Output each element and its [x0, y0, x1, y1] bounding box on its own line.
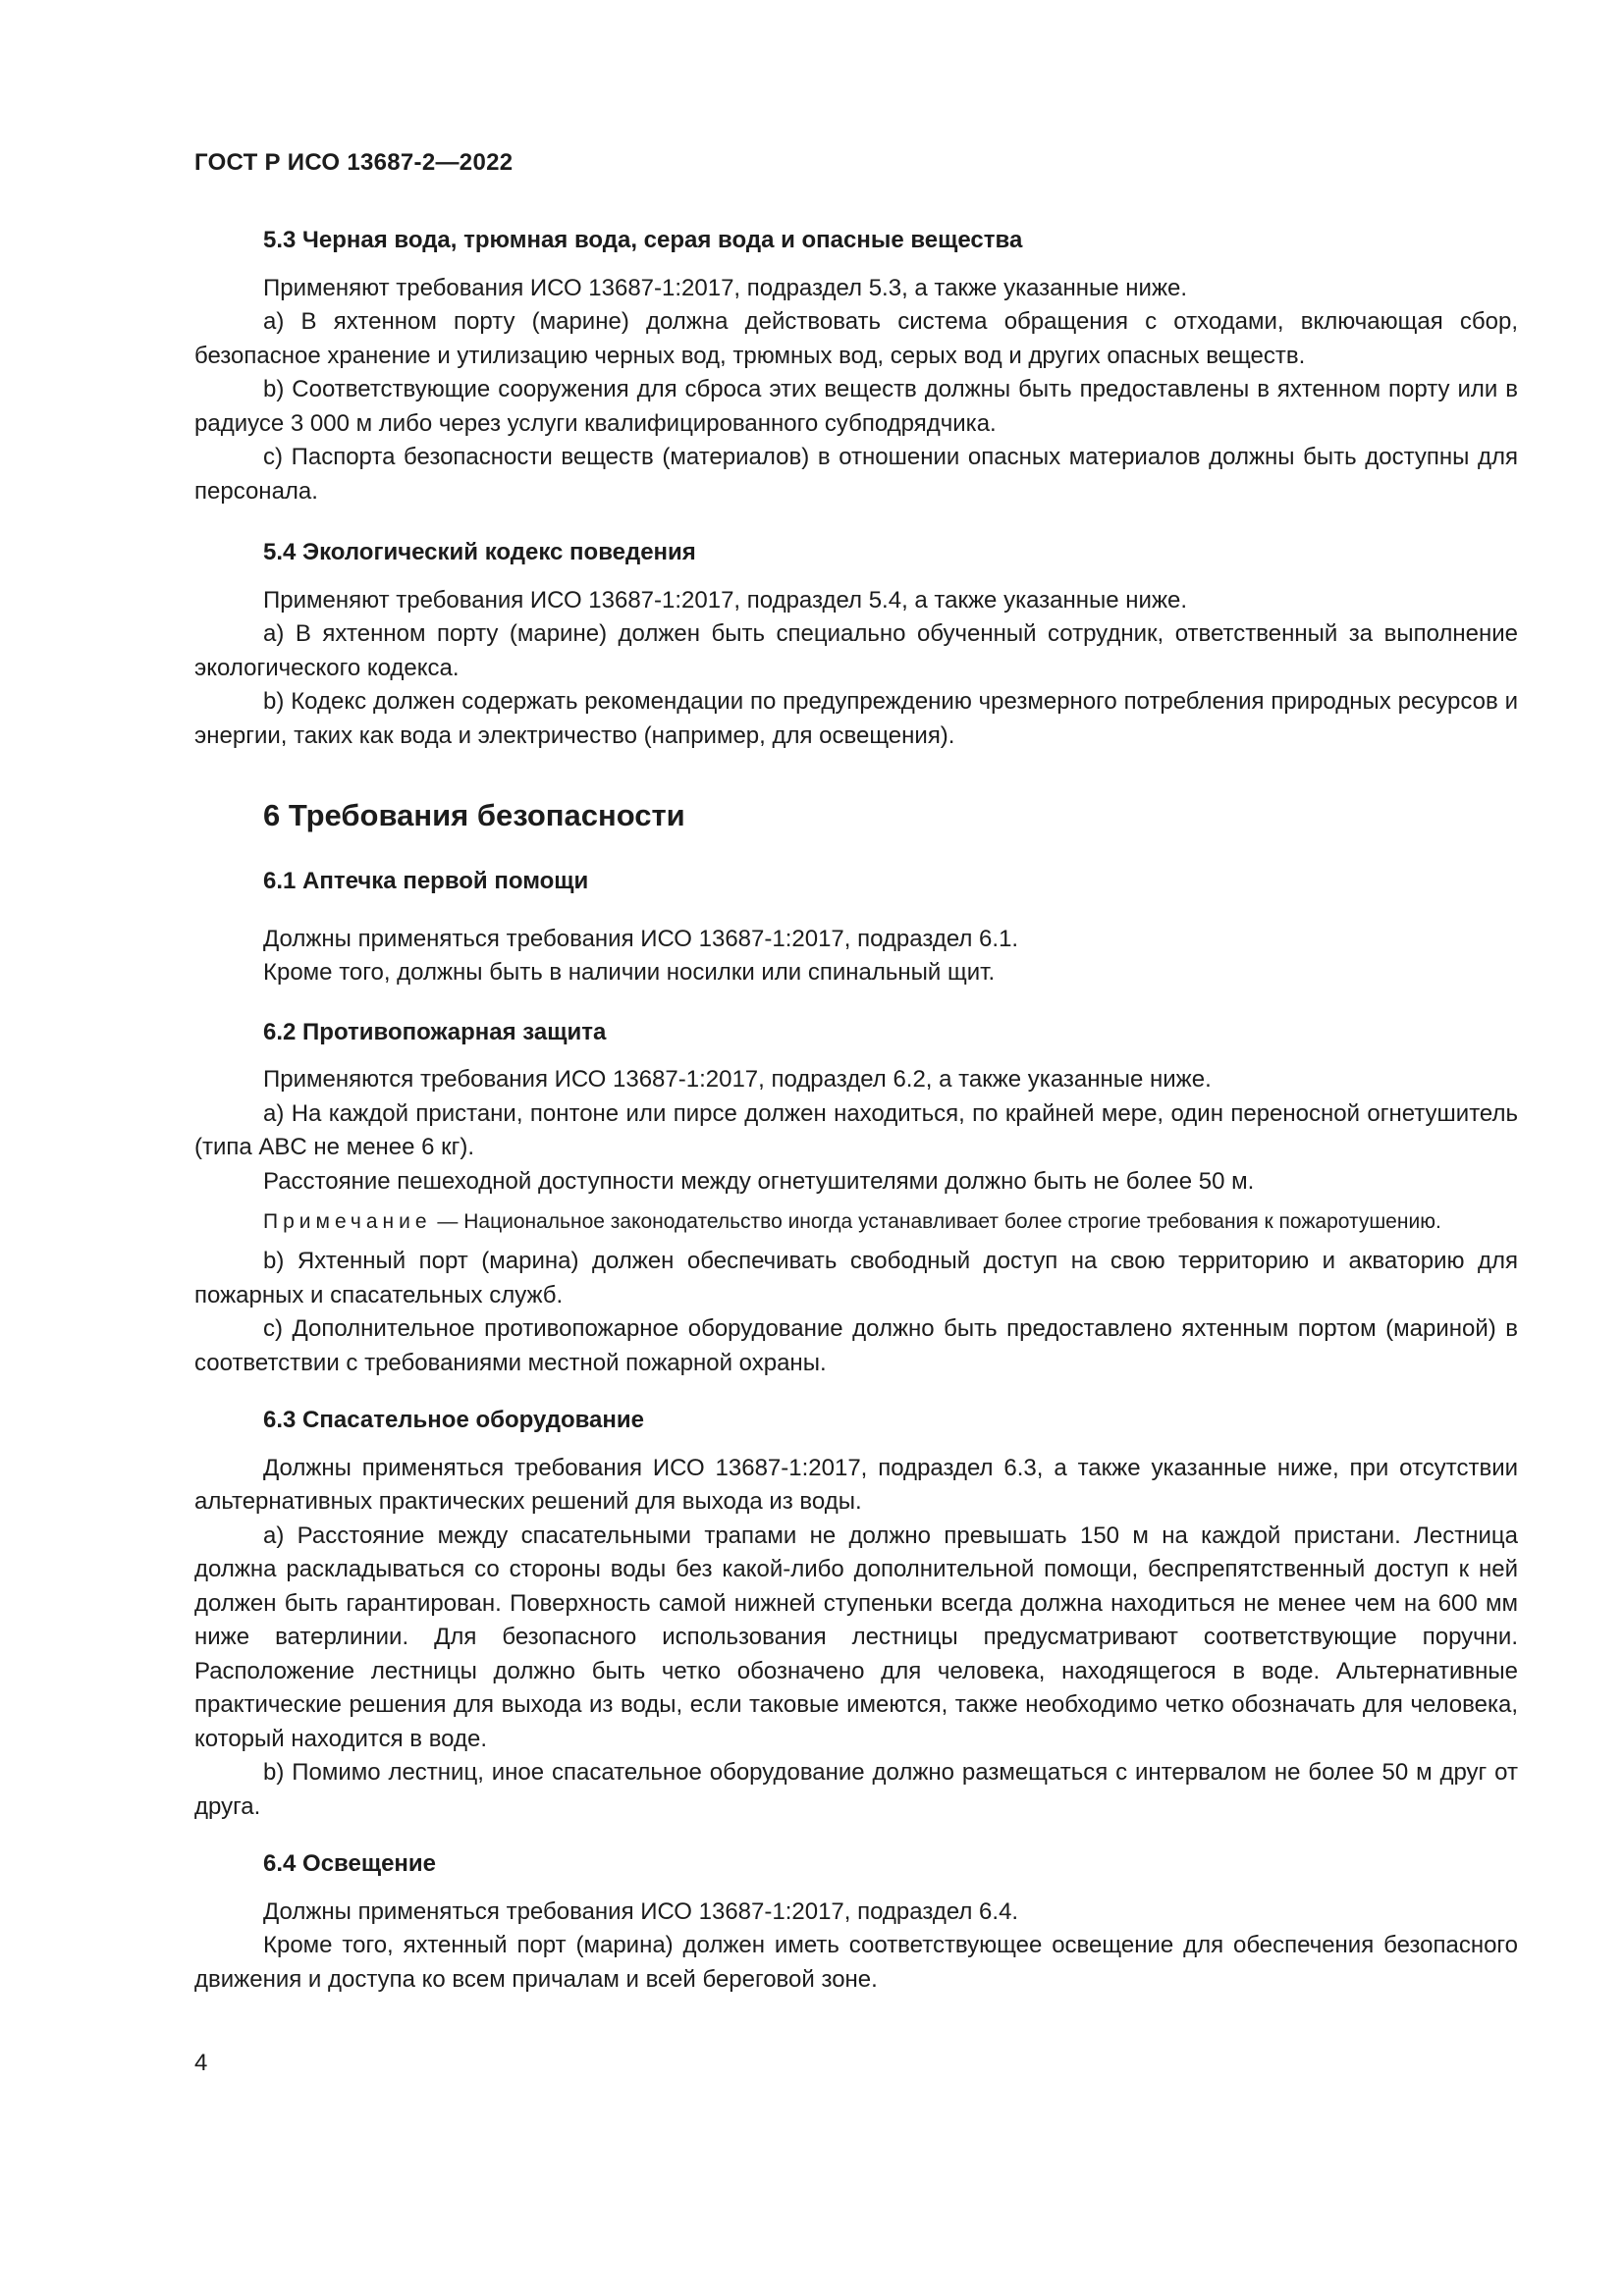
section-5-4-intro: Применяют требования ИСО 13687-1:2017, подраздел 5.4, а также указанные ниже. [263, 586, 1188, 614]
section-6-3-item-a: a) Расстояние между спасательными трапами не должно превышать 150 м на каждой пристани. Лестница должна раскладываться со стороны воды без какой-либо дополнительной помощи, беспрепятственный доступ к ней должен быть гарантирован. Поверхность самой нижней ступеньки всегда должна находиться не менее чем на 600 мм ниже ватерлинии. Для безопасного использования лестницы предусматривают соответствующие поручни. Расположение лестницы должно быть четко обозначено для человека, находящегося в воде. Альтернативные практические решения для выхода из воды, если таковые имеются, также необходимо четко обозначать для человека, который находится в воде. [194, 1522, 1518, 1752]
section-6-1-heading: 6.1 Аптечка первой помощи [263, 868, 589, 894]
section-5-3-heading: 5.3 Черная вода, трюмная вода, серая вода и опасные вещества [263, 227, 1023, 253]
section-5-4-item-b: b) Кодекс должен содержать рекомендации по предупреждению чрезмерного потребления природных ресурсов и энергии, таких как вода и электричество (например, для освещения). [194, 688, 1518, 749]
section-6-2-note [194, 1206, 1518, 1237]
section-6-1-text-1: Должны применяться требования ИСО 13687-1:2017, подраздел 6.1. [263, 925, 1019, 952]
section-5-3-item-a: a) В яхтенном порту (марине) должна действовать система обращения с отходами, включающая сбор, безопасное хранение и утилизацию черных вод, трюмных вод, серых вод и других опасных веществ. [194, 308, 1518, 369]
section-6-3-heading: 6.3 Спасательное оборудование [263, 1407, 644, 1433]
section-6-2-item-a-distance: Расстояние пешеходной доступности между огнетушителями должно быть не более 50 м. [263, 1167, 1255, 1195]
section-6-3-intro: Должны применяться требования ИСО 13687-1:2017, подраздел 6.3, а также указанные ниже, при отсутствии альтернативных практических решений для выхода из воды. [194, 1454, 1518, 1515]
section-6-2-item-c: c) Дополнительное противопожарное оборудование должно быть предоставлено яхтенным портом (мариной) в соответствии с требованиями местной пожарной охраны. [194, 1315, 1518, 1376]
section-6-1-text-2: Кроме того, должны быть в наличии носилки или спинальный щит. [263, 959, 996, 986]
document-body [194, 224, 1518, 1997]
document-header: ГОСТ Р ИСО 13687-2—2022 [194, 149, 514, 176]
section-5-4-item-a: a) В яхтенном порту (марине) должен быть специально обученный сотрудник, ответственный за выполнение экологического кодекса. [194, 620, 1518, 681]
section-5-3-item-b: b) Соответствующие сооружения для сброса этих веществ должны быть предоставлены в яхтенном порту или в радиусе 3 000 м либо через услуги квалифицированного субподрядчика. [194, 376, 1518, 437]
note-label: Примечание [263, 1210, 432, 1233]
section-5-4-heading: 5.4 Экологический кодекс поведения [263, 539, 696, 565]
page-number: 4 [194, 2050, 208, 2076]
section-5-3-item-c: c) Паспорта безопасности веществ (материалов) в отношении опасных материалов должны быть доступны для персонала. [194, 444, 1518, 505]
section-6-4-text-2: Кроме того, яхтенный порт (марина) должен иметь соответствующее освещение для обеспечения безопасного движения и доступа ко всем причалам и всей береговой зоне. [194, 1932, 1518, 1993]
section-6-heading: 6 Требования безопасности [263, 798, 685, 832]
note-text: — Национальное законодательство иногда устанавливает более строгие требования к пожаротушению. [431, 1210, 1441, 1233]
section-6-2-item-a: a) На каждой пристани, понтоне или пирсе должен находиться, по крайней мере, один переносной огнетушитель (типа ABC не менее 6 кг). [194, 1099, 1518, 1160]
section-6-4-heading: 6.4 Освещение [263, 1850, 437, 1877]
section-5-3-intro: Применяют требования ИСО 13687-1:2017, подраздел 5.3, а также указанные ниже. [263, 274, 1188, 301]
section-6-2-heading: 6.2 Противопожарная защита [263, 1018, 607, 1045]
section-6-3-item-b: b) Помимо лестниц, иное спасательное оборудование должно размещаться с интервалом не более 50 м друг от друга. [194, 1759, 1518, 1820]
section-6-2-intro: Применяются требования ИСО 13687-1:2017, подраздел 6.2, а также указанные ниже. [263, 1066, 1212, 1093]
section-6-4-text-1: Должны применяться требования ИСО 13687-1:2017, подраздел 6.4. [263, 1897, 1019, 1925]
section-6-2-item-b: b) Яхтенный порт (марина) должен обеспечивать свободный доступ на свою территорию и акваторию для пожарных и спасательных служб. [194, 1248, 1518, 1308]
